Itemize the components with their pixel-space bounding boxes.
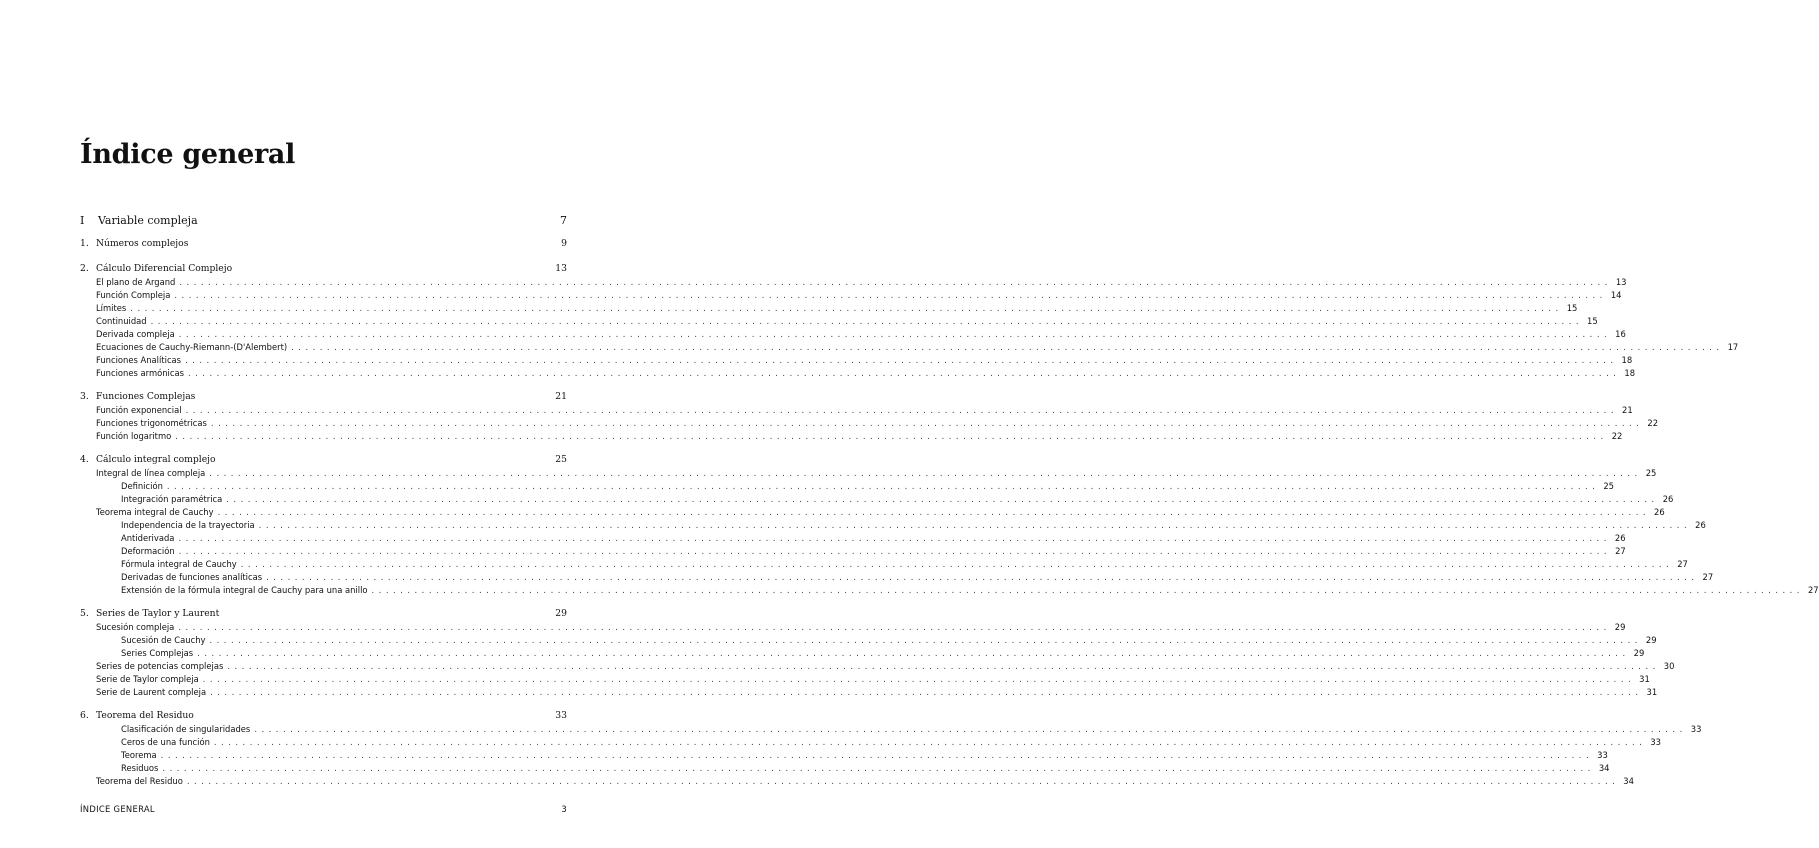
toc-entry-lvl1[interactable] bbox=[80, 289, 1622, 301]
toc-entry-lvl1[interactable] bbox=[80, 315, 1598, 327]
toc-entry-title bbox=[121, 584, 368, 596]
dot-leader: ........................................................................................................................................................................................................ bbox=[227, 661, 1660, 671]
toc-entry-title bbox=[80, 710, 194, 722]
toc-entry-page: 33 bbox=[1597, 750, 1608, 760]
toc-entry-lvl1[interactable] bbox=[80, 302, 1578, 314]
dot-leader: ........................................................................................................................................................................................................ bbox=[178, 533, 1611, 543]
running-header: ÍNDICE GENERAL bbox=[80, 804, 155, 814]
toc-entry-lvl2[interactable] bbox=[80, 634, 1657, 646]
toc-entry-page: 15 bbox=[1587, 316, 1598, 326]
toc-entry-label: Funciones Analíticas bbox=[96, 355, 182, 365]
dot-leader: ........................................................................................................................................................................................................ bbox=[210, 687, 1643, 697]
toc-entry-label: Teorema bbox=[121, 750, 157, 760]
dot-leader: ........................................................................................................................................................................................................ bbox=[209, 468, 1642, 478]
toc-entry-page: 34 bbox=[1623, 776, 1634, 786]
toc-entry-part[interactable] bbox=[80, 214, 567, 228]
toc-entry-page: 31 bbox=[1639, 674, 1650, 684]
toc-entry-title bbox=[96, 404, 182, 416]
toc-entry-label: Ecuaciones de Cauchy-Riemann-(D'Alembert) bbox=[96, 342, 288, 352]
toc-entry-title bbox=[121, 736, 210, 748]
dot-leader: ........................................................................................................................................................................................................ bbox=[186, 776, 1620, 786]
toc-entry-label: Residuos bbox=[121, 763, 159, 773]
toc-entry-label: Series de Taylor y Laurent bbox=[96, 608, 220, 619]
toc-entry-label: Integración paramétrica bbox=[121, 494, 223, 504]
toc-entry-lvl2[interactable] bbox=[80, 762, 1610, 774]
toc-entry-page: 27 bbox=[1677, 559, 1688, 569]
toc-entry-page: 27 bbox=[1702, 572, 1714, 582]
toc-entry-lvl2[interactable] bbox=[80, 736, 1661, 748]
toc-entry-number: 6. bbox=[80, 710, 89, 721]
toc-entry-chapter[interactable] bbox=[80, 238, 567, 250]
toc-entry-title bbox=[121, 480, 163, 492]
toc-entry-label: Independencia de la trayectoria bbox=[121, 520, 255, 530]
toc-entry-page: 18 bbox=[1621, 355, 1633, 365]
toc-entry-page: 15 bbox=[1566, 303, 1578, 313]
page-footer bbox=[80, 804, 567, 814]
toc-entry-page: 22 bbox=[1611, 431, 1623, 441]
toc-entry-page: 25 bbox=[555, 454, 567, 465]
toc-entry-title bbox=[80, 263, 232, 275]
toc-entry-page: 17 bbox=[1727, 342, 1739, 352]
toc-entry-lvl1[interactable] bbox=[80, 430, 1623, 442]
toc-entry-title bbox=[96, 302, 126, 314]
toc-entry-title bbox=[96, 341, 287, 353]
toc-entry-lvl1[interactable] bbox=[80, 417, 1659, 429]
toc-entry-page: 26 bbox=[1695, 520, 1706, 530]
dot-leader: ........................................................................................................................................................................................................ bbox=[217, 507, 1651, 517]
toc-entry-lvl2[interactable] bbox=[80, 519, 1706, 531]
toc-entry-title bbox=[121, 558, 237, 570]
toc-entry-page: 26 bbox=[1614, 533, 1626, 543]
dot-leader: ........................................................................................................................................................................................................ bbox=[187, 368, 1621, 378]
toc-entry-title bbox=[96, 354, 181, 366]
dot-leader: ........................................................................................................................................................................................................ bbox=[174, 290, 1607, 300]
dot-leader: ........................................................................................................................................................................................................ bbox=[178, 622, 1611, 632]
toc-entry-lvl2[interactable] bbox=[80, 749, 1608, 761]
toc-entry-title bbox=[96, 673, 199, 685]
dot-leader: ........................................................................................................................................................................................................ bbox=[291, 342, 1724, 352]
toc-entry-label: Cálculo integral complejo bbox=[96, 454, 216, 465]
toc-entry-label: Serie de Taylor compleja bbox=[96, 674, 199, 684]
toc-entry-title bbox=[96, 328, 175, 340]
toc-entry-title bbox=[121, 634, 205, 646]
dot-leader: ........................................................................................................................................................................................................ bbox=[258, 520, 1692, 530]
toc-entry-page: 33 bbox=[555, 710, 567, 721]
dot-leader: ........................................................................................................................................................................................................ bbox=[209, 635, 1642, 645]
toc-entry-page: 33 bbox=[1650, 737, 1661, 747]
toc-entry-label: Sucesión compleja bbox=[96, 622, 175, 632]
toc-entry-title bbox=[80, 454, 216, 466]
toc-entry-page: 7 bbox=[560, 214, 567, 227]
dot-leader: ........................................................................................................................................................................................................ bbox=[160, 750, 1594, 760]
toc-entry-number: 5. bbox=[80, 608, 89, 619]
toc-entry-label: Función logaritmo bbox=[96, 431, 172, 441]
toc-entry-chapter[interactable] bbox=[80, 710, 567, 722]
toc-entry-label: Funciones Complejas bbox=[96, 391, 196, 402]
toc-entry-chapter[interactable] bbox=[80, 454, 567, 466]
toc-entry-chapter[interactable] bbox=[80, 391, 567, 403]
toc-entry-label: Integral de línea compleja bbox=[96, 468, 206, 478]
toc-entry-title bbox=[121, 749, 157, 761]
toc-entry-label: Series Complejas bbox=[121, 648, 194, 658]
toc-entry-page: 29 bbox=[1645, 635, 1657, 645]
toc-entry-label: Series de potencias complejas bbox=[96, 661, 224, 671]
toc-entry-label: El plano de Argand bbox=[96, 277, 176, 287]
toc-entry-label: Continuidad bbox=[96, 316, 147, 326]
toc-entry-page: 25 bbox=[1603, 481, 1614, 491]
dot-leader: ........................................................................................................................................................................................................ bbox=[130, 303, 1563, 313]
toc-entry-page: 30 bbox=[1663, 661, 1675, 671]
toc-entry-page: 14 bbox=[1610, 290, 1622, 300]
dot-leader: ........................................................................................................................................................................................................ bbox=[266, 572, 1699, 582]
toc-entry-label: Antiderivada bbox=[121, 533, 175, 543]
toc-entry-number: 4. bbox=[80, 454, 89, 465]
toc-entry-page: 34 bbox=[1598, 763, 1610, 773]
toc-entry-page: 31 bbox=[1646, 687, 1658, 697]
toc-entry-title bbox=[80, 391, 195, 403]
toc-entry-lvl1[interactable] bbox=[80, 341, 1739, 353]
toc-entry-label: Función Compleja bbox=[96, 290, 171, 300]
dot-leader: ........................................................................................................................................................................................................ bbox=[185, 355, 1618, 365]
dot-leader: ........................................................................................................................................................................................................ bbox=[210, 418, 1644, 428]
toc-entry-label: Fórmula integral de Cauchy bbox=[121, 559, 237, 569]
toc-entry-lvl2[interactable] bbox=[80, 532, 1626, 544]
toc-entry-title bbox=[96, 289, 170, 301]
toc-entry-lvl1[interactable] bbox=[80, 775, 1634, 787]
dot-leader: ........................................................................................................................................................................................................ bbox=[179, 277, 1612, 287]
toc-entry-label: Clasificación de singularidades bbox=[121, 724, 251, 734]
toc-entry-page: 26 bbox=[1662, 494, 1674, 504]
toc-entry-label: Funciones armónicas bbox=[96, 368, 184, 378]
toc-entry-lvl1[interactable] bbox=[80, 328, 1626, 340]
toc-entry-label: Teorema del Residuo bbox=[96, 710, 194, 721]
toc-entry-number: I bbox=[80, 214, 85, 227]
toc-entry-title bbox=[121, 762, 158, 774]
toc-entry-page: 13 bbox=[1615, 277, 1627, 287]
toc-entry-lvl1[interactable] bbox=[80, 467, 1657, 479]
toc-entry-lvl2[interactable] bbox=[80, 480, 1614, 492]
dot-leader: ........................................................................................................................................................................................................ bbox=[150, 316, 1584, 326]
toc-entry-page: 29 bbox=[1614, 622, 1626, 632]
toc-entry-label: Función exponencial bbox=[96, 405, 182, 415]
toc-entry-label: Funciones trigonométricas bbox=[96, 418, 207, 428]
toc-entry-label: Ceros de una función bbox=[121, 737, 210, 747]
toc-entry-number: 3. bbox=[80, 391, 89, 402]
dot-leader: ........................................................................................................................................................................................................ bbox=[371, 585, 1804, 595]
toc-entry-label: Números complejos bbox=[96, 238, 189, 249]
toc-entry-lvl1[interactable] bbox=[80, 367, 1636, 379]
toc-entry-label: Teorema integral de Cauchy bbox=[96, 507, 214, 517]
toc-entry-label: Sucesión de Cauchy bbox=[121, 635, 206, 645]
toc-entry-lvl1[interactable] bbox=[80, 660, 1675, 672]
toc-entry-lvl1[interactable] bbox=[80, 276, 1627, 288]
toc-entry-page: 27 bbox=[1615, 546, 1626, 556]
toc-entry-label: Variable compleja bbox=[98, 214, 198, 227]
dot-leader: ........................................................................................................................................................................................................ bbox=[166, 481, 1600, 491]
toc-entry-page: 25 bbox=[1645, 468, 1657, 478]
toc-entry-title bbox=[96, 660, 223, 672]
toc-entry-page: 21 bbox=[555, 391, 567, 402]
toc-entry-lvl1[interactable] bbox=[80, 686, 1658, 698]
dot-leader: ........................................................................................................................................................................................................ bbox=[178, 329, 1612, 339]
dot-leader: ........................................................................................................................................................................................................ bbox=[175, 431, 1608, 441]
toc-entry-lvl2[interactable] bbox=[80, 493, 1674, 505]
toc-entry-title bbox=[121, 647, 193, 659]
toc-entry-page: 27 bbox=[1807, 585, 1819, 595]
toc-entry-lvl1[interactable] bbox=[80, 404, 1633, 416]
toc-entry-lvl2[interactable] bbox=[80, 571, 1714, 583]
toc-entry-page: 29 bbox=[1633, 648, 1645, 658]
toc-entry-title bbox=[96, 686, 206, 698]
toc-entry-title bbox=[96, 315, 147, 327]
toc-entry-lvl2[interactable] bbox=[80, 584, 1819, 596]
toc-entry-title bbox=[121, 571, 262, 583]
toc-entry-title bbox=[121, 519, 255, 531]
toc-entry-chapter[interactable] bbox=[80, 263, 567, 275]
dot-leader: ........................................................................................................................................................................................................ bbox=[162, 763, 1595, 773]
toc-entry-lvl1[interactable] bbox=[80, 506, 1665, 518]
page-number: 3 bbox=[561, 804, 567, 814]
toc-entry-page: 13 bbox=[555, 263, 567, 274]
dot-leader: ........................................................................................................................................................................................................ bbox=[178, 546, 1612, 556]
toc-entry-lvl2[interactable] bbox=[80, 723, 1702, 735]
toc-entry-label: Derivada compleja bbox=[96, 329, 175, 339]
toc-entry-page: 22 bbox=[1647, 418, 1659, 428]
toc-entry-title bbox=[96, 430, 171, 442]
dot-leader: ........................................................................................................................................................................................................ bbox=[254, 724, 1687, 734]
toc-entry-lvl1[interactable] bbox=[80, 354, 1633, 366]
toc-entry-title bbox=[96, 467, 205, 479]
toc-entry-title bbox=[121, 723, 250, 735]
toc-entry-label: Deformación bbox=[121, 546, 175, 556]
toc-entry-lvl1[interactable] bbox=[80, 621, 1626, 633]
toc-entry-page: 33 bbox=[1690, 724, 1702, 734]
toc-entry-lvl2[interactable] bbox=[80, 647, 1645, 659]
toc-entry-label: Derivadas de funciones analíticas bbox=[121, 572, 263, 582]
dot-leader: ........................................................................................................................................................................................................ bbox=[240, 559, 1674, 569]
toc-entry-page: 21 bbox=[1622, 405, 1633, 415]
toc-entry-title bbox=[96, 417, 207, 429]
dot-leader: ........................................................................................................................................................................................................ bbox=[197, 648, 1630, 658]
toc-entry-title bbox=[121, 545, 175, 557]
dot-leader: ........................................................................................................................................................................................................ bbox=[213, 737, 1647, 747]
toc-entry-title bbox=[96, 367, 184, 379]
toc-entry-number: 1. bbox=[80, 238, 89, 249]
toc-entry-title bbox=[121, 532, 174, 544]
toc-entry-lvl2[interactable] bbox=[80, 558, 1688, 570]
toc-entry-label: Serie de Laurent compleja bbox=[96, 687, 207, 697]
toc-entry-label: Límites bbox=[96, 303, 127, 313]
toc-entry-label: Cálculo Diferencial Complejo bbox=[96, 263, 233, 274]
toc-entry-lvl2[interactable] bbox=[80, 545, 1626, 557]
dot-leader: ........................................................................................................................................................................................................ bbox=[202, 674, 1636, 684]
dot-leader: ........................................................................................................................................................................................................ bbox=[226, 494, 1659, 504]
dot-leader: ........................................................................................................................................................................................................ bbox=[185, 405, 1618, 415]
toc-entry-chapter[interactable] bbox=[80, 608, 567, 620]
toc-entry-page: 29 bbox=[555, 608, 567, 619]
toc-entry-label: Definición bbox=[121, 481, 163, 491]
toc-entry-page: 26 bbox=[1654, 507, 1665, 517]
toc-entry-page: 18 bbox=[1624, 368, 1636, 378]
toc-entry-lvl1[interactable] bbox=[80, 673, 1650, 685]
toc-entry-title bbox=[121, 493, 222, 505]
page-title: Índice general bbox=[80, 139, 296, 170]
toc-entry-number: 2. bbox=[80, 263, 89, 274]
toc-entry-title bbox=[80, 214, 198, 228]
toc-entry-title bbox=[80, 608, 219, 620]
toc-entry-page: 9 bbox=[561, 238, 567, 249]
toc-entry-title bbox=[96, 276, 175, 288]
toc-entry-title bbox=[96, 775, 183, 787]
toc-entry-label: Teorema del Residuo bbox=[96, 776, 183, 786]
toc-entry-label: Extensión de la fórmula integral de Cauchy para una anillo bbox=[121, 585, 368, 595]
toc-entry-title bbox=[80, 238, 188, 250]
toc-entry-title bbox=[96, 506, 214, 518]
toc-entry-title bbox=[96, 621, 174, 633]
toc-entry-page: 16 bbox=[1615, 329, 1626, 339]
